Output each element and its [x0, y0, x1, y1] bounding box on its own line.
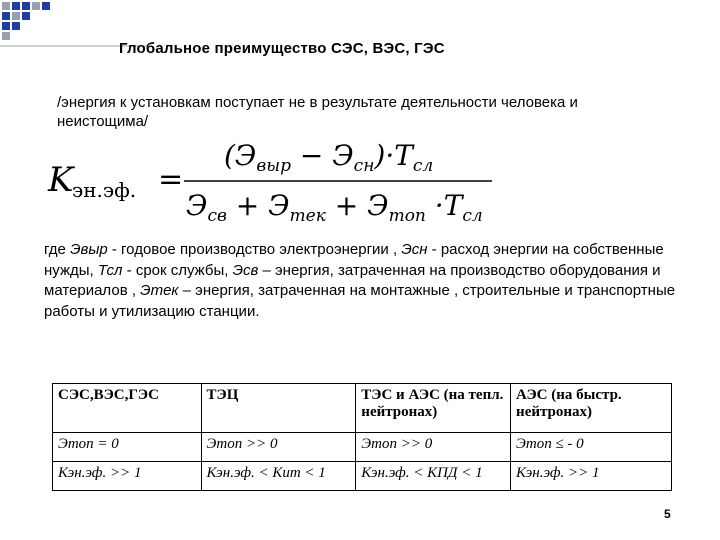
- table-cell: Кэн.эф. >> 1: [53, 462, 202, 491]
- table-header-row: [53, 384, 672, 433]
- slide-title: Глобальное преимущество СЭС, ВЭС, ГЭС: [119, 40, 445, 57]
- table-row: [53, 433, 672, 462]
- table-cell: Этоп >> 0: [356, 433, 511, 462]
- table-cell: Кэн.эф. < Кит < 1: [201, 462, 356, 491]
- table-header-cell: ТЭС и АЭС (на тепл. нейтронах): [356, 384, 511, 433]
- table-header-cell: АЭС (на быстр. нейтронах): [511, 384, 672, 433]
- page-number: 5: [664, 507, 671, 521]
- table-row: [53, 462, 672, 491]
- table-cell: Кэн.эф. < КПД < 1: [356, 462, 511, 491]
- note-text: /энергия к установкам поступает не в результате деятельности человека и неистощима/: [57, 94, 578, 130]
- formula-numerator: $(Э_{выр} - Э_{сн})\cdot T_{сл}$: [224, 139, 434, 176]
- table-header-cell: СЭС,ВЭС,ГЭС: [53, 384, 202, 433]
- formula-description: где Эвыр - годовое производство электроэнергии , Эсн - расход энергии на собственные нужды, Тсл - срок службы, Эсв – энергия, затраченная на производство оборудования и материалов , Этек – энергия, затраченная на монтажные , строительные и транспортные работы и утилизацию станции.: [44, 241, 676, 320]
- efficiency-formula: [44, 131, 524, 231]
- table-cell: Кэн.эф. >> 1: [511, 462, 672, 491]
- table-cell: Этоп = 0: [53, 433, 202, 462]
- formula-lhs-symbol: K: [48, 160, 74, 200]
- formula-equals: =: [158, 162, 184, 197]
- comparison-table: [52, 383, 672, 491]
- formula-lhs-subscript: эн.эф.: [72, 178, 137, 202]
- table-cell: Этоп >> 0: [201, 433, 356, 462]
- table-cell: Этоп ≤ - 0: [511, 433, 672, 462]
- table-header-cell: ТЭЦ: [201, 384, 356, 433]
- formula-denominator: $Э_{св} + Э_{тек} + Э_{топ} \cdot T_{сл}$: [186, 189, 483, 226]
